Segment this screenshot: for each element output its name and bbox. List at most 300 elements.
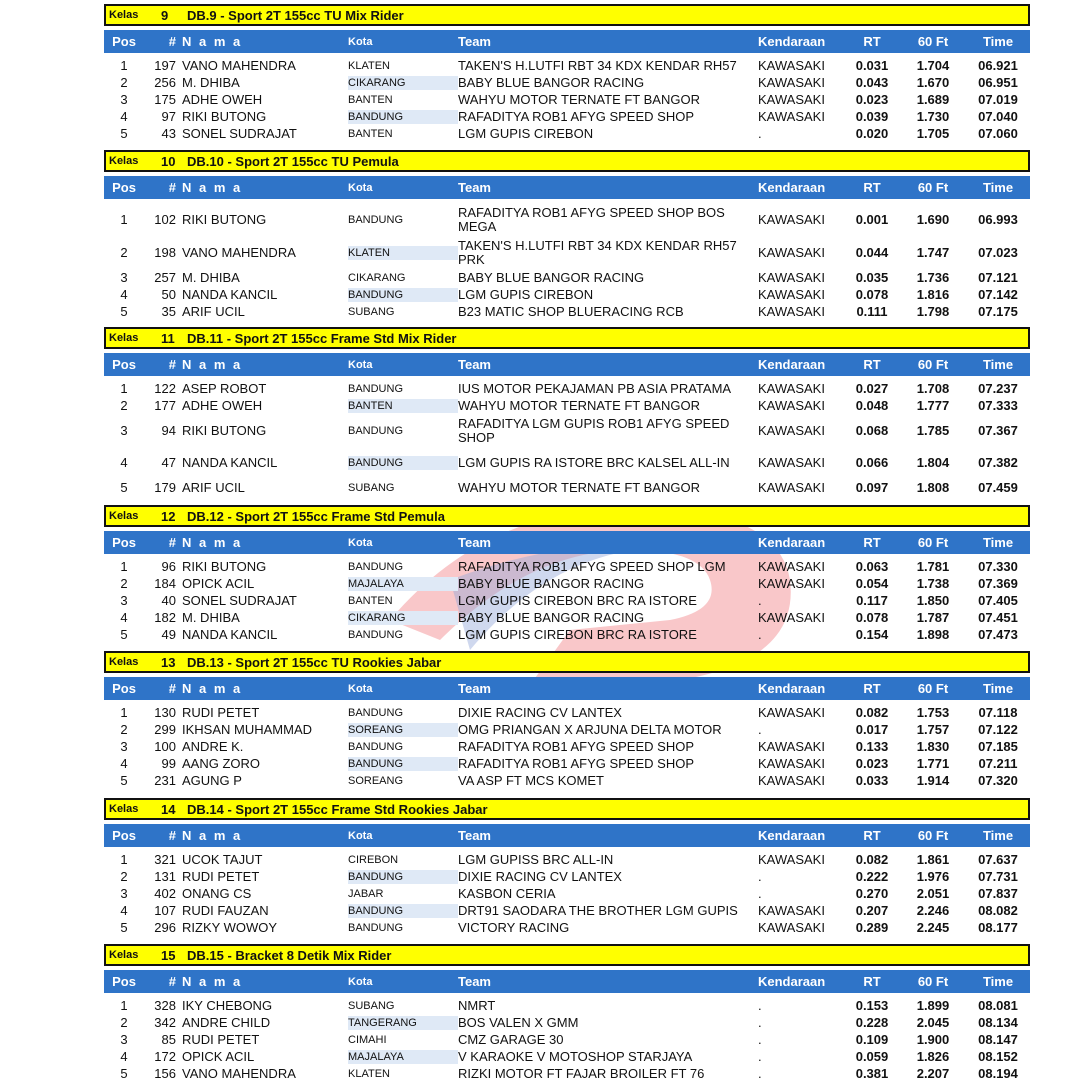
cell-team: LGM GUPIS CIREBON BRC RA ISTORE bbox=[458, 626, 697, 642]
table-row bbox=[104, 609, 1030, 626]
cell-kend: KAWASAKI bbox=[758, 755, 825, 771]
column-header-team: Team bbox=[458, 535, 491, 550]
column-header-row bbox=[104, 353, 1030, 376]
cell-num: 175 bbox=[154, 91, 176, 107]
column-header-team: Team bbox=[458, 681, 491, 696]
cell-num: 296 bbox=[154, 919, 176, 935]
cell-rt: 0.078 bbox=[855, 609, 889, 625]
class-header bbox=[104, 150, 1030, 172]
cell-kend: . bbox=[758, 592, 762, 608]
table-row bbox=[104, 397, 1030, 414]
cell-kend: KAWASAKI bbox=[758, 479, 825, 495]
cell-time: 07.473 bbox=[978, 626, 1018, 642]
table-row bbox=[104, 74, 1030, 91]
cell-ft: 1.757 bbox=[916, 721, 950, 737]
cell-kota: CIKARANG bbox=[348, 611, 458, 625]
cell-time: 08.134 bbox=[978, 1014, 1018, 1030]
cell-num: 131 bbox=[154, 868, 176, 884]
cell-ft: 1.777 bbox=[916, 397, 950, 413]
column-header-row bbox=[104, 970, 1030, 993]
cell-kend: . bbox=[758, 885, 762, 901]
cell-name: ADHE OWEH bbox=[182, 91, 263, 107]
cell-num: 99 bbox=[161, 755, 176, 771]
cell-pos: 3 bbox=[120, 422, 128, 438]
cell-team: LGM GUPISS BRC ALL-IN bbox=[458, 851, 614, 867]
cell-pos: 2 bbox=[120, 397, 128, 413]
cell-num: 197 bbox=[154, 57, 176, 73]
cell-rt: 0.222 bbox=[855, 868, 889, 884]
column-header-ft: 60 Ft bbox=[917, 681, 949, 696]
cell-time: 08.082 bbox=[978, 902, 1018, 918]
cell-kota: BANDUNG bbox=[348, 213, 404, 226]
cell-kend: . bbox=[758, 1031, 762, 1047]
cell-ft: 1.753 bbox=[916, 704, 950, 720]
cell-kend: KAWASAKI bbox=[758, 286, 825, 302]
table-row bbox=[104, 868, 1030, 885]
class-header bbox=[104, 944, 1030, 966]
column-header-num: # bbox=[168, 180, 176, 195]
class-header bbox=[104, 651, 1030, 673]
cell-rt: 0.078 bbox=[855, 286, 889, 302]
cell-ft: 2.045 bbox=[916, 1014, 950, 1030]
cell-ft: 1.826 bbox=[916, 1048, 950, 1064]
cell-team: WAHYU MOTOR TERNATE FT BANGOR bbox=[458, 479, 700, 495]
cell-kend: KAWASAKI bbox=[758, 902, 825, 918]
cell-ft: 1.781 bbox=[916, 558, 950, 574]
table-row bbox=[104, 125, 1030, 142]
cell-time: 07.142 bbox=[978, 286, 1018, 302]
cell-name: NANDA KANCIL bbox=[182, 626, 278, 642]
column-header-rt: RT bbox=[863, 180, 881, 195]
cell-pos: 5 bbox=[120, 125, 128, 141]
column-header-row bbox=[104, 30, 1030, 53]
cell-team: BABY BLUE BANGOR RACING bbox=[458, 74, 645, 90]
cell-team: BABY BLUE BANGOR RACING bbox=[458, 575, 645, 591]
table-row bbox=[104, 269, 1030, 286]
cell-time: 07.837 bbox=[978, 885, 1018, 901]
cell-num: 50 bbox=[161, 286, 176, 302]
cell-team: RAFADITYA ROB1 AFYG SPEED SHOP BOS MEGA bbox=[458, 204, 725, 234]
cell-num: 97 bbox=[161, 108, 176, 124]
table-row bbox=[104, 203, 1030, 236]
cell-ft: 2.246 bbox=[916, 902, 950, 918]
cell-rt: 0.207 bbox=[855, 902, 889, 918]
column-header-name: N a m a bbox=[182, 828, 243, 843]
column-header-rt: RT bbox=[863, 828, 881, 843]
class-number: 12 bbox=[161, 508, 176, 524]
class-title: DB.14 - Sport 2T 155cc Frame Std Rookies Jabar bbox=[187, 801, 488, 817]
cell-pos: 3 bbox=[120, 1031, 128, 1047]
table-row bbox=[104, 303, 1030, 320]
cell-ft: 1.736 bbox=[916, 269, 950, 285]
class-section bbox=[104, 150, 1030, 320]
cell-team: RAFADITYA ROB1 AFYG SPEED SHOP bbox=[458, 108, 694, 124]
column-header-kendaraan: Kendaraan bbox=[758, 357, 826, 372]
column-header-name: N a m a bbox=[182, 535, 243, 550]
cell-kota: BANTEN bbox=[348, 594, 393, 607]
cell-team: OMG PRIANGAN X ARJUNA DELTA MOTOR bbox=[458, 721, 722, 737]
cell-rt: 0.033 bbox=[855, 772, 889, 788]
column-header-name: N a m a bbox=[182, 974, 243, 989]
cell-num: 156 bbox=[154, 1065, 176, 1081]
cell-team: RIZKI MOTOR FT FAJAR BROILER FT 76 bbox=[458, 1065, 705, 1081]
cell-rt: 0.117 bbox=[856, 592, 888, 608]
cell-rt: 0.111 bbox=[856, 303, 888, 319]
cell-pos: 3 bbox=[120, 592, 128, 608]
cell-kota: BANDUNG bbox=[348, 456, 458, 470]
cell-team: LGM GUPIS CIREBON BRC RA ISTORE bbox=[458, 592, 697, 608]
cell-pos: 3 bbox=[120, 91, 128, 107]
cell-rt: 0.133 bbox=[855, 738, 889, 754]
cell-kend: KAWASAKI bbox=[758, 422, 825, 438]
table-row bbox=[104, 1031, 1030, 1048]
table-row bbox=[104, 704, 1030, 721]
cell-pos: 5 bbox=[120, 303, 128, 319]
table-row bbox=[104, 108, 1030, 125]
cell-ft: 1.704 bbox=[916, 57, 950, 73]
cell-time: 07.023 bbox=[978, 244, 1018, 260]
cell-name: ADHE OWEH bbox=[182, 397, 263, 413]
cell-ft: 1.830 bbox=[916, 738, 950, 754]
class-number: 14 bbox=[161, 801, 176, 817]
cell-num: 179 bbox=[154, 479, 176, 495]
cell-kend: KAWASAKI bbox=[758, 57, 825, 73]
table-row bbox=[104, 478, 1030, 497]
column-header-ft: 60 Ft bbox=[917, 535, 949, 550]
cell-name: UCOK TAJUT bbox=[182, 851, 263, 867]
cell-pos: 1 bbox=[120, 851, 128, 867]
cell-team: WAHYU MOTOR TERNATE FT BANGOR bbox=[458, 91, 700, 107]
cell-kota: BANTEN bbox=[348, 93, 393, 106]
column-header-time: Time bbox=[982, 180, 1014, 195]
cell-name: RIZKY WOWOY bbox=[182, 919, 278, 935]
cell-rt: 0.066 bbox=[855, 454, 889, 470]
cell-ft: 1.670 bbox=[916, 74, 950, 90]
cell-kota: BANDUNG bbox=[348, 628, 404, 641]
cell-num: 198 bbox=[154, 244, 176, 260]
cell-kend: KAWASAKI bbox=[758, 454, 825, 470]
column-header-time: Time bbox=[982, 34, 1014, 49]
class-number: 15 bbox=[161, 947, 176, 963]
column-header-kota: Kota bbox=[348, 181, 373, 194]
table-row bbox=[104, 997, 1030, 1014]
cell-num: 172 bbox=[154, 1048, 176, 1064]
class-title: DB.9 - Sport 2T 155cc TU Mix Rider bbox=[187, 7, 404, 23]
column-header-pos: Pos bbox=[112, 828, 136, 843]
class-number: 13 bbox=[161, 654, 176, 670]
cell-kota: MAJALAYA bbox=[348, 1050, 458, 1064]
class-number: 11 bbox=[161, 330, 175, 346]
column-header-kota: Kota bbox=[348, 536, 373, 549]
table-row bbox=[104, 380, 1030, 397]
cell-kota: TANGERANG bbox=[348, 1016, 458, 1030]
cell-ft: 1.690 bbox=[916, 211, 950, 227]
cell-team: RAFADITYA LGM GUPIS ROB1 AFYG SPEED SHOP bbox=[458, 415, 730, 445]
cell-pos: 5 bbox=[120, 919, 128, 935]
cell-rt: 0.023 bbox=[855, 91, 889, 107]
cell-kota: BANDUNG bbox=[348, 382, 404, 395]
cell-name: M. DHIBA bbox=[182, 269, 240, 285]
cell-kend: KAWASAKI bbox=[758, 609, 825, 625]
cell-time: 07.237 bbox=[978, 380, 1018, 396]
class-number: 9 bbox=[161, 7, 169, 23]
cell-kend: KAWASAKI bbox=[758, 919, 825, 935]
cell-rt: 0.054 bbox=[855, 575, 889, 591]
cell-team: VICTORY RACING bbox=[458, 919, 570, 935]
table-row bbox=[104, 447, 1030, 478]
cell-name: RIKI BUTONG bbox=[182, 211, 267, 227]
class-section bbox=[104, 327, 1030, 497]
cell-name: ANDRE CHILD bbox=[182, 1014, 271, 1030]
table-row bbox=[104, 592, 1030, 609]
column-header-time: Time bbox=[982, 974, 1014, 989]
cell-ft: 1.804 bbox=[916, 454, 950, 470]
column-header-num: # bbox=[168, 357, 176, 372]
cell-time: 07.369 bbox=[978, 575, 1018, 591]
cell-num: 299 bbox=[154, 721, 176, 737]
cell-name: ARIF UCIL bbox=[182, 479, 245, 495]
column-header-team: Team bbox=[458, 357, 491, 372]
column-header-kota: Kota bbox=[348, 358, 373, 371]
cell-kota: CIKARANG bbox=[348, 76, 458, 90]
cell-ft: 1.730 bbox=[916, 108, 950, 124]
cell-kota: CIMAHI bbox=[348, 1033, 387, 1046]
table-row bbox=[104, 919, 1030, 936]
cell-kend: KAWASAKI bbox=[758, 738, 825, 754]
cell-time: 07.019 bbox=[978, 91, 1018, 107]
column-header-row bbox=[104, 531, 1030, 554]
cell-name: AGUNG P bbox=[182, 772, 242, 788]
cell-rt: 0.109 bbox=[855, 1031, 889, 1047]
cell-rt: 0.228 bbox=[855, 1014, 889, 1030]
cell-name: NANDA KANCIL bbox=[182, 454, 278, 470]
cell-pos: 2 bbox=[120, 868, 128, 884]
cell-num: 35 bbox=[161, 303, 176, 319]
cell-pos: 3 bbox=[120, 269, 128, 285]
class-title: DB.10 - Sport 2T 155cc TU Pemula bbox=[187, 153, 399, 169]
cell-kend: KAWASAKI bbox=[758, 303, 825, 319]
column-header-ft: 60 Ft bbox=[917, 828, 949, 843]
cell-name: OPICK ACIL bbox=[182, 575, 255, 591]
cell-pos: 4 bbox=[120, 108, 128, 124]
cell-pos: 5 bbox=[120, 1065, 128, 1081]
cell-rt: 0.059 bbox=[855, 1048, 889, 1064]
cell-time: 06.993 bbox=[978, 211, 1018, 227]
cell-kota: KLATEN bbox=[348, 59, 390, 72]
class-header bbox=[104, 327, 1030, 349]
cell-time: 07.175 bbox=[978, 303, 1018, 319]
cell-pos: 4 bbox=[120, 454, 128, 470]
cell-num: 184 bbox=[154, 575, 176, 591]
cell-time: 07.118 bbox=[978, 704, 1018, 720]
column-header-kota: Kota bbox=[348, 829, 373, 842]
cell-kota: MAJALAYA bbox=[348, 577, 458, 591]
cell-kend: . bbox=[758, 1014, 762, 1030]
class-section bbox=[104, 4, 1030, 142]
cell-time: 07.330 bbox=[978, 558, 1018, 574]
cell-team: IUS MOTOR PEKAJAMAN PB ASIA PRATAMA bbox=[458, 380, 732, 396]
cell-pos: 1 bbox=[120, 57, 128, 73]
cell-ft: 1.899 bbox=[916, 997, 950, 1013]
cell-rt: 0.023 bbox=[855, 755, 889, 771]
cell-team: CMZ GARAGE 30 bbox=[458, 1031, 564, 1047]
cell-name: OPICK ACIL bbox=[182, 1048, 255, 1064]
class-header bbox=[104, 798, 1030, 820]
cell-name: NANDA KANCIL bbox=[182, 286, 278, 302]
cell-num: 96 bbox=[161, 558, 176, 574]
column-header-kendaraan: Kendaraan bbox=[758, 974, 826, 989]
cell-pos: 4 bbox=[120, 1048, 128, 1064]
cell-team: RAFADITYA ROB1 AFYG SPEED SHOP LGM bbox=[458, 558, 726, 574]
cell-ft: 1.708 bbox=[916, 380, 950, 396]
cell-team: VA ASP FT MCS KOMET bbox=[458, 772, 604, 788]
table-row bbox=[104, 57, 1030, 74]
column-header-pos: Pos bbox=[112, 681, 136, 696]
table-row bbox=[104, 414, 1030, 447]
column-header-kota: Kota bbox=[348, 975, 373, 988]
cell-kota: BANDUNG bbox=[348, 740, 404, 753]
cell-kota: BANDUNG bbox=[348, 757, 458, 771]
cell-ft: 1.808 bbox=[916, 479, 950, 495]
cell-time: 06.951 bbox=[978, 74, 1018, 90]
class-title: DB.13 - Sport 2T 155cc TU Rookies Jabar bbox=[187, 654, 442, 670]
column-header-num: # bbox=[168, 828, 176, 843]
cell-kend: KAWASAKI bbox=[758, 851, 825, 867]
cell-name: VANO MAHENDRA bbox=[182, 1065, 296, 1081]
cell-name: VANO MAHENDRA bbox=[182, 57, 296, 73]
cell-time: 07.320 bbox=[978, 772, 1018, 788]
cell-kend: . bbox=[758, 125, 762, 141]
cell-kend: KAWASAKI bbox=[758, 91, 825, 107]
cell-rt: 0.020 bbox=[855, 125, 889, 141]
cell-name: IKY CHEBONG bbox=[182, 997, 273, 1013]
cell-ft: 1.705 bbox=[916, 125, 950, 141]
cell-pos: 1 bbox=[120, 558, 128, 574]
table-row bbox=[104, 885, 1030, 902]
column-header-kendaraan: Kendaraan bbox=[758, 34, 826, 49]
cell-pos: 1 bbox=[120, 380, 128, 396]
cell-ft: 1.861 bbox=[916, 851, 950, 867]
column-header-rt: RT bbox=[863, 34, 881, 49]
table-row bbox=[104, 902, 1030, 919]
cell-pos: 4 bbox=[120, 755, 128, 771]
column-header-num: # bbox=[168, 34, 176, 49]
cell-team: B23 MATIC SHOP BLUERACING RCB bbox=[458, 303, 684, 319]
cell-num: 122 bbox=[154, 380, 176, 396]
cell-num: 100 bbox=[154, 738, 176, 754]
column-header-pos: Pos bbox=[112, 34, 136, 49]
results-table bbox=[104, 57, 1030, 142]
cell-num: 49 bbox=[161, 626, 176, 642]
cell-ft: 1.747 bbox=[916, 244, 950, 260]
column-header-pos: Pos bbox=[112, 180, 136, 195]
cell-kota: BANDUNG bbox=[348, 921, 404, 934]
column-header-row bbox=[104, 824, 1030, 847]
cell-name: RUDI PETET bbox=[182, 704, 260, 720]
kelas-label: Kelas bbox=[109, 510, 139, 522]
kelas-label: Kelas bbox=[109, 949, 139, 961]
cell-kota: BANDUNG bbox=[348, 904, 458, 918]
cell-name: M. DHIBA bbox=[182, 74, 240, 90]
cell-num: 43 bbox=[161, 125, 176, 141]
cell-ft: 1.816 bbox=[916, 286, 950, 302]
cell-time: 07.459 bbox=[978, 479, 1018, 495]
table-row bbox=[104, 1048, 1030, 1065]
column-header-team: Team bbox=[458, 828, 491, 843]
cell-kend: KAWASAKI bbox=[758, 380, 825, 396]
column-header-team: Team bbox=[458, 180, 491, 195]
cell-pos: 5 bbox=[120, 479, 128, 495]
cell-kota: SUBANG bbox=[348, 305, 395, 318]
column-header-kota: Kota bbox=[348, 35, 373, 48]
table-row bbox=[104, 626, 1030, 643]
column-header-kendaraan: Kendaraan bbox=[758, 180, 826, 195]
cell-kend: KAWASAKI bbox=[758, 397, 825, 413]
cell-kend: KAWASAKI bbox=[758, 211, 825, 227]
column-header-num: # bbox=[168, 535, 176, 550]
cell-pos: 2 bbox=[120, 575, 128, 591]
cell-kota: BANDUNG bbox=[348, 424, 404, 437]
cell-rt: 0.017 bbox=[855, 721, 889, 737]
cell-kota: BANTEN bbox=[348, 127, 393, 140]
cell-rt: 0.027 bbox=[855, 380, 889, 396]
cell-pos: 4 bbox=[120, 609, 128, 625]
table-row bbox=[104, 772, 1030, 789]
cell-kota: SOREANG bbox=[348, 723, 458, 737]
class-header bbox=[104, 4, 1030, 26]
cell-team: V KARAOKE V MOTOSHOP STARJAYA bbox=[458, 1048, 693, 1064]
column-header-time: Time bbox=[982, 357, 1014, 372]
cell-rt: 0.153 bbox=[855, 997, 889, 1013]
cell-num: 256 bbox=[154, 74, 176, 90]
cell-time: 07.211 bbox=[978, 755, 1018, 771]
cell-kota: SUBANG bbox=[348, 999, 395, 1012]
results-table bbox=[104, 851, 1030, 936]
cell-rt: 0.289 bbox=[855, 919, 889, 935]
results-table bbox=[104, 704, 1030, 789]
column-header-team: Team bbox=[458, 34, 491, 49]
cell-name: RUDI PETET bbox=[182, 868, 260, 884]
column-header-ft: 60 Ft bbox=[917, 357, 949, 372]
column-header-name: N a m a bbox=[182, 357, 243, 372]
cell-rt: 0.381 bbox=[855, 1065, 889, 1081]
cell-rt: 0.048 bbox=[855, 397, 889, 413]
column-header-num: # bbox=[168, 681, 176, 696]
class-title: DB.15 - Bracket 8 Detik Mix Rider bbox=[187, 947, 392, 963]
class-section bbox=[104, 651, 1030, 789]
class-section bbox=[104, 505, 1030, 643]
table-row bbox=[104, 236, 1030, 269]
cell-kend: KAWASAKI bbox=[758, 244, 825, 260]
cell-time: 07.367 bbox=[978, 422, 1018, 438]
results-table bbox=[104, 380, 1030, 497]
cell-kend: . bbox=[758, 1065, 762, 1081]
column-header-kendaraan: Kendaraan bbox=[758, 535, 826, 550]
cell-pos: 3 bbox=[120, 885, 128, 901]
class-title: DB.11 - Sport 2T 155cc Frame Std Mix Rider bbox=[187, 330, 457, 346]
cell-num: 321 bbox=[154, 851, 176, 867]
cell-ft: 1.898 bbox=[916, 626, 950, 642]
table-row bbox=[104, 91, 1030, 108]
cell-kota: BANDUNG bbox=[348, 110, 458, 124]
cell-name: ASEP ROBOT bbox=[182, 380, 267, 396]
cell-rt: 0.154 bbox=[855, 626, 889, 642]
cell-pos: 2 bbox=[120, 74, 128, 90]
cell-num: 47 bbox=[161, 454, 176, 470]
cell-rt: 0.063 bbox=[855, 558, 889, 574]
cell-ft: 1.976 bbox=[916, 868, 950, 884]
cell-name: M. DHIBA bbox=[182, 609, 240, 625]
